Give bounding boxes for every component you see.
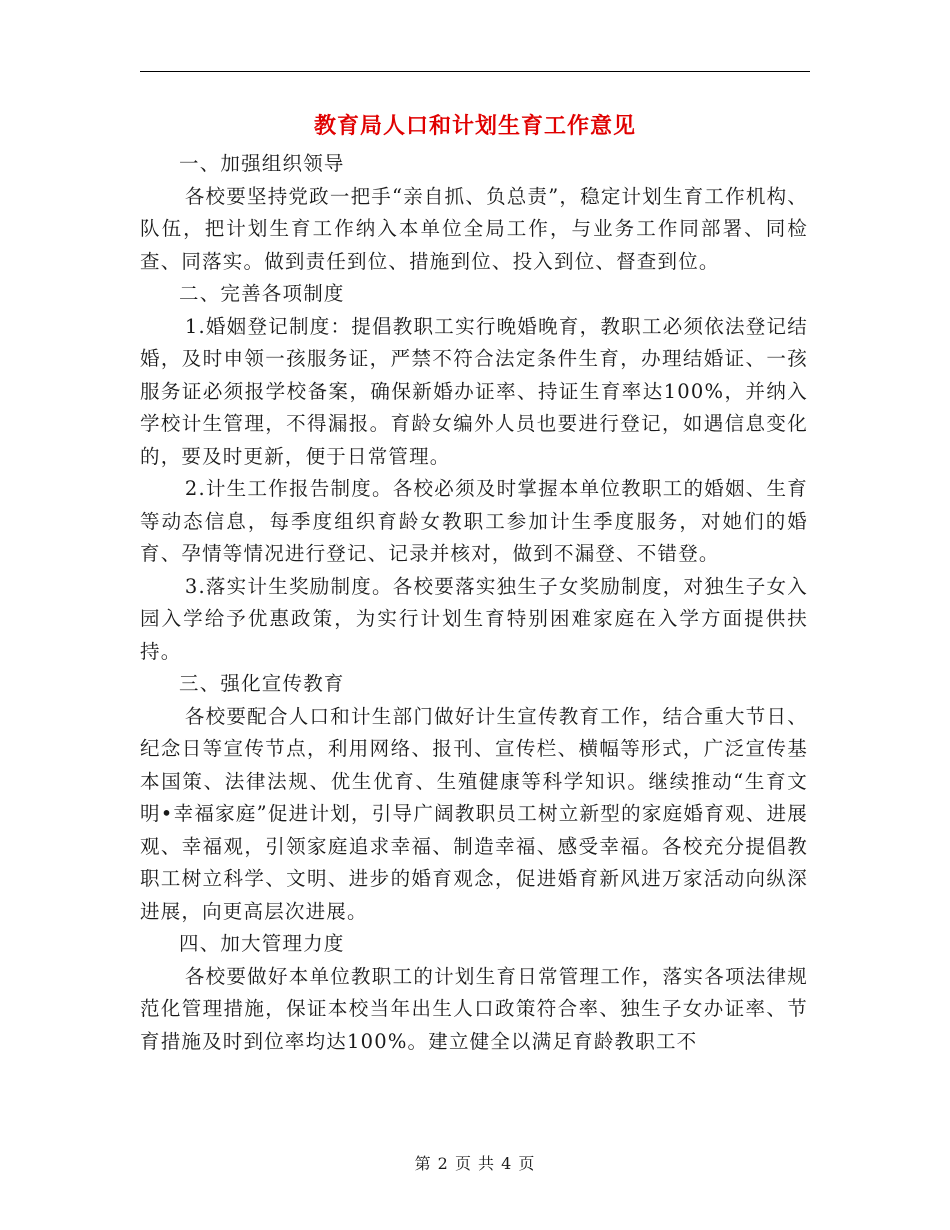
body-paragraph: 各校要做好本单位教职工的计划生育日常管理工作，落实各项法律规范化管理措施，保证本校当年出生人口政策符合率、独生子女办证率、节育措施及时到位率均达100%。建立健全以满足育龄教职工不 xyxy=(140,964,808,1053)
page-number-footer: 第 2 页 共 4 页 xyxy=(414,1154,536,1173)
section-heading-1: 一、加强组织领导 xyxy=(179,152,345,175)
header-rule xyxy=(140,71,810,72)
section-heading-3: 三、强化宣传教育 xyxy=(179,672,345,695)
body-paragraph: 各校要坚持党政一把手“亲自抓、负总责”，稳定计划生育工作机构、队伍，把计划生育工作纳入本单位全局工作，与业务工作同部署、同检查、同落实。做到责任到位、措施到位、投入到位、督查到位。 xyxy=(140,184,808,273)
document-title: 教育局人口和计划生育工作意见 xyxy=(313,113,636,139)
document-body xyxy=(140,148,808,1058)
section-heading-4: 四、加大管理力度 xyxy=(179,932,345,955)
body-paragraph: 2.计生工作报告制度。各校必须及时掌握本单位教职工的婚姻、生育等动态信息，每季度组织育龄女教职工参加计生季度服务，对她们的婚育、孕情等情况进行登记、记录并核对，做到不漏登、不错登。 xyxy=(140,477,808,565)
body-paragraph: 各校要配合人口和计生部门做好计生宣传教育工作，结合重大节日、纪念日等宣传节点，利用网络、报刊、宣传栏、横幅等形式，广泛宣传基本国策、法律法规、优生优育、生殖健康等科学知识。继续推动“生育文明•幸福家庭”促进计划，引导广阔教职员工树立新型的家庭婚育观、进展观、幸福观，引领家庭追求幸福、制造幸福、感受幸福。各校充分提倡教职工树立科学、文明、进步的婚育观念，促进婚育新风进万家活动向纵深进展，向更高层次进展。 xyxy=(140,704,808,923)
body-paragraph: 3.落实计生奖励制度。各校要落实独生子女奖励制度，对独生子女入园入学给予优惠政策，为实行计划生育特别困难家庭在入学方面提供扶持。 xyxy=(140,574,808,663)
body-paragraph: 1.婚姻登记制度：提倡教职工实行晚婚晚育，教职工必须依法登记结婚，及时申领一孩服务证，严禁不符合法定条件生育，办理结婚证、一孩服务证必须报学校备案，确保新婚办证率、持证生育率达100%，并纳入学校计生管理，不得漏报。育龄女编外人员也要进行登记，如遇信息变化的，要及时更新，便于日常管理。 xyxy=(140,314,808,468)
section-heading-2: 二、完善各项制度 xyxy=(179,282,345,305)
